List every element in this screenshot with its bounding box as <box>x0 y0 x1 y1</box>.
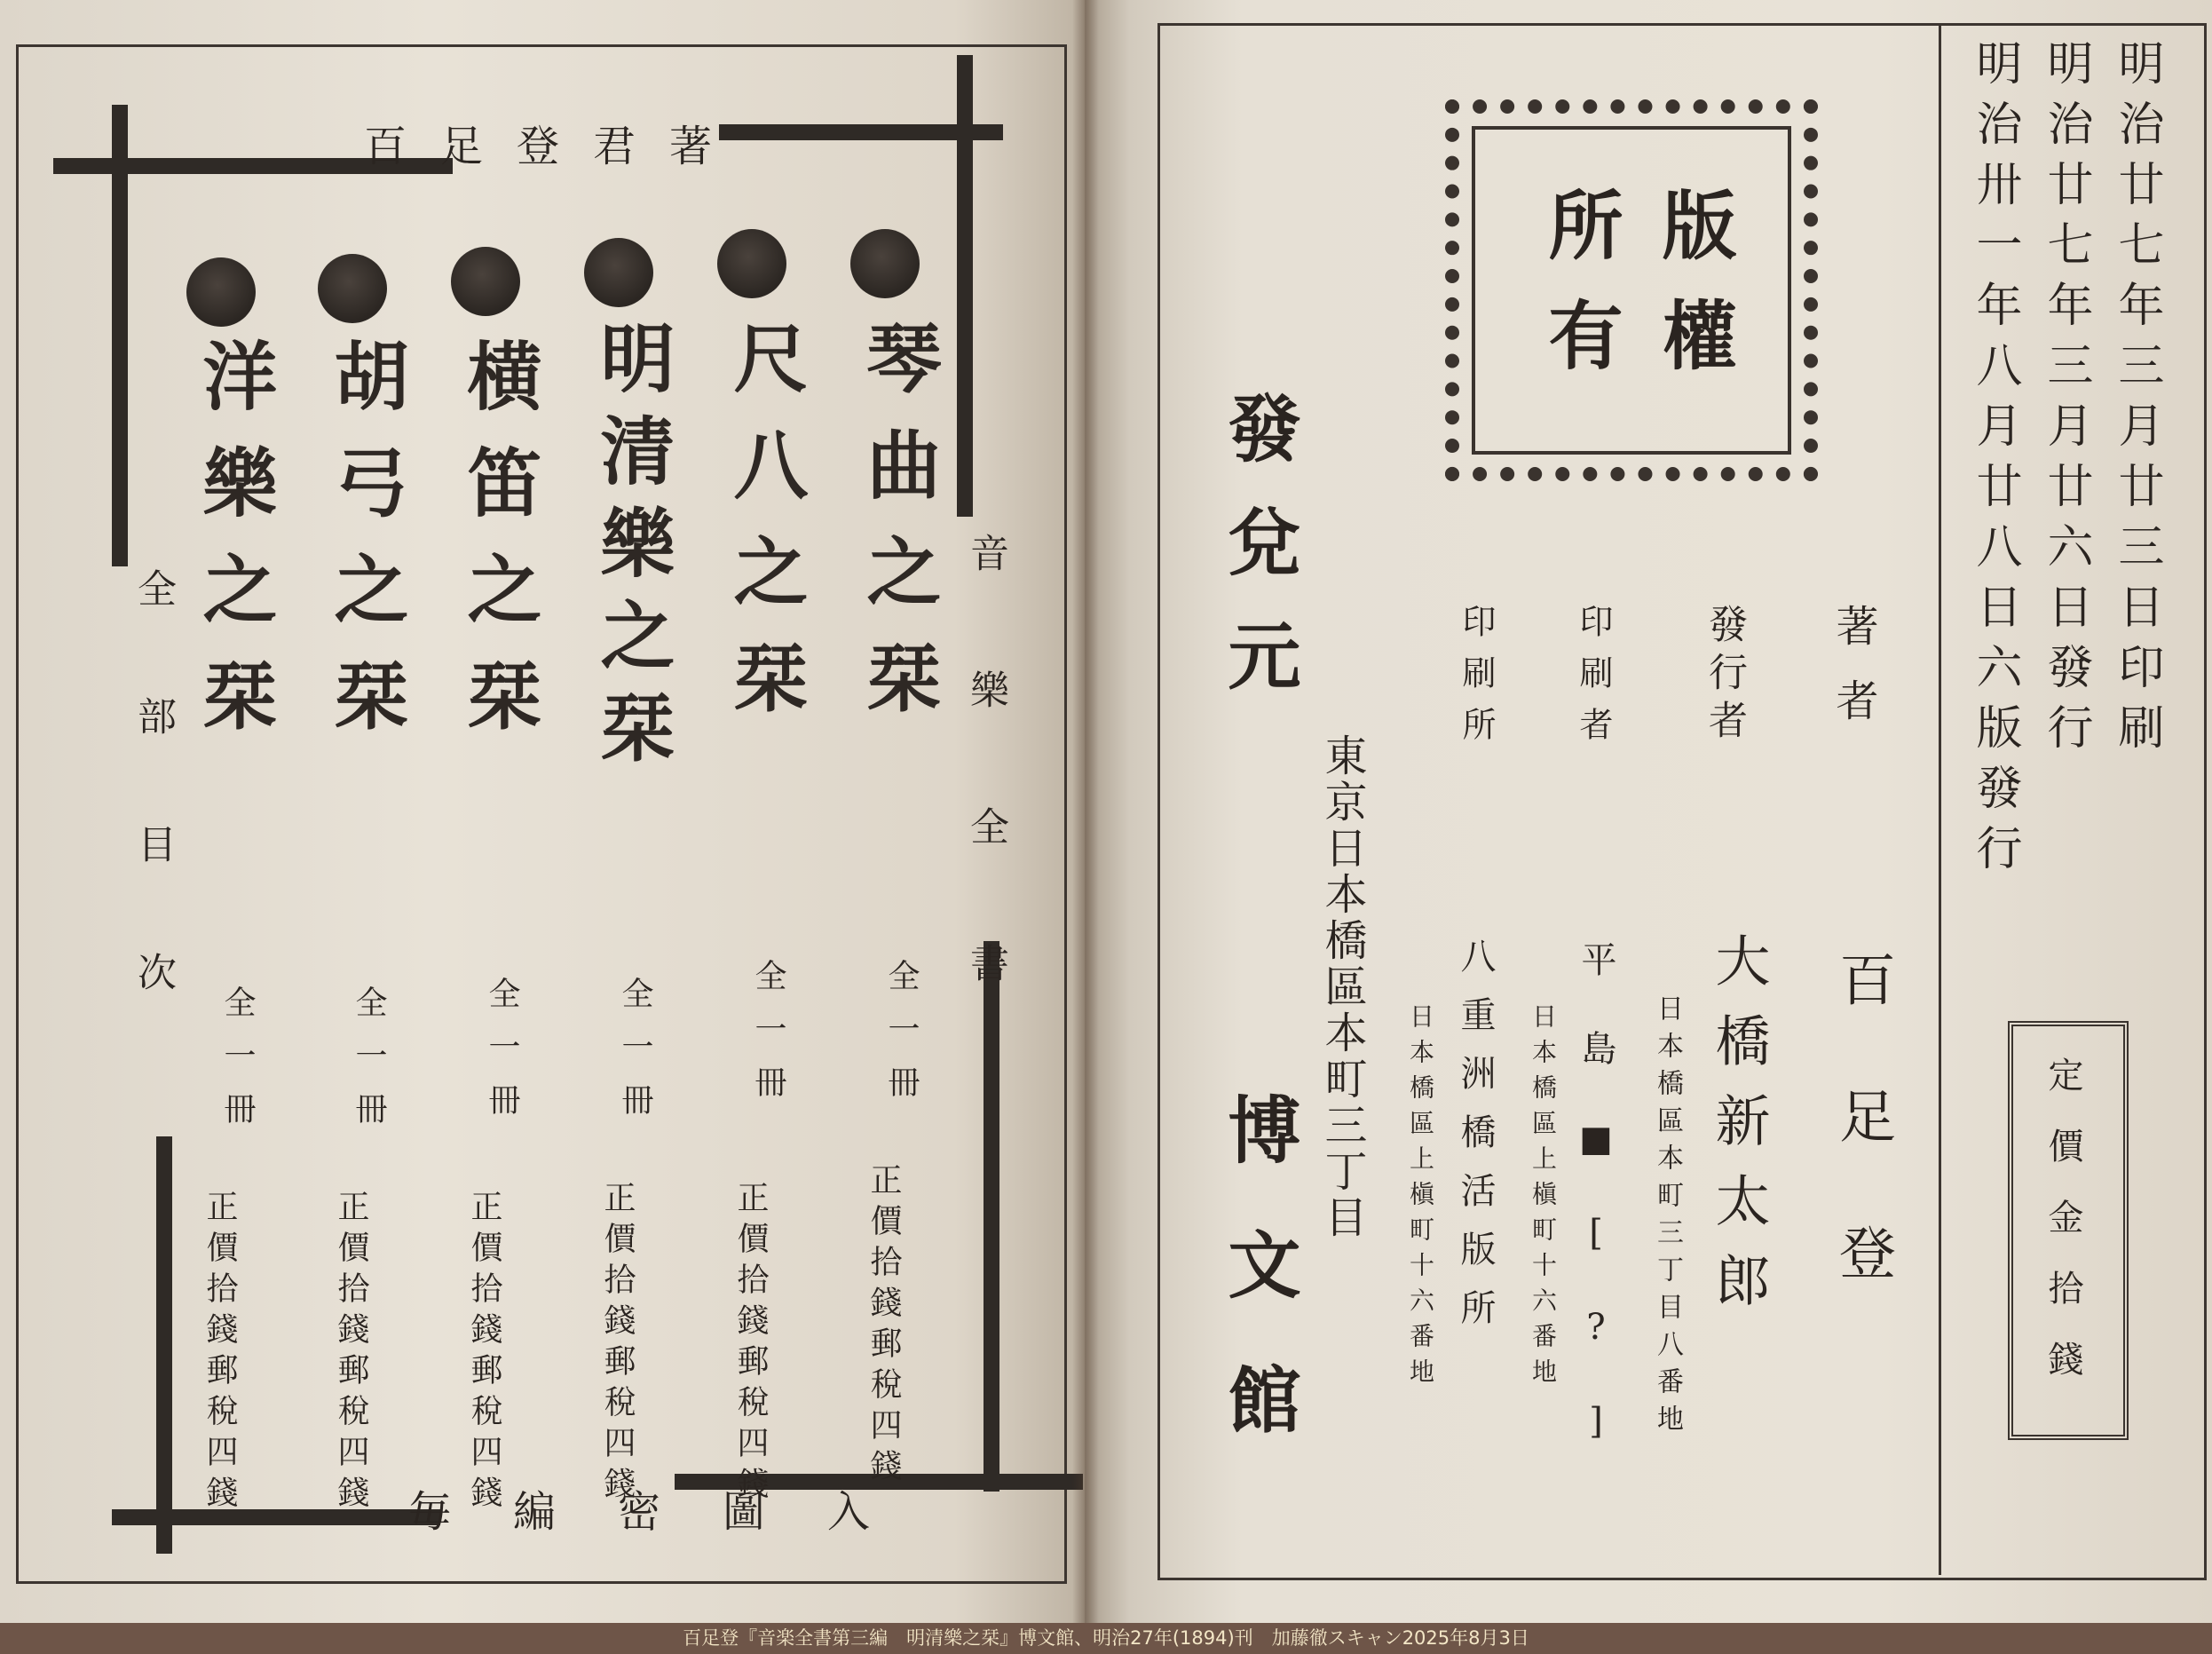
frame-bar <box>156 1136 172 1554</box>
book-price: 正價拾錢郵稅四錢 <box>466 1190 502 1516</box>
credit-address: 日本橋區上槇町十六番地 <box>1529 1003 1558 1394</box>
copyright-line-2: 所有 <box>1537 186 1624 407</box>
credit-name: 百足登 <box>1829 950 1895 1360</box>
credit-address: 日本橋區本町三丁目八番地 <box>1652 994 1683 1442</box>
copyright-line-1: 版權 <box>1650 186 1738 407</box>
book-title: 琴曲之栞 <box>855 320 943 746</box>
print-date: 明治廿七年三月廿三日印刷 <box>2110 39 2163 764</box>
bullet-dot <box>850 229 920 298</box>
price-box-text: 定價金拾錢 <box>2042 1057 2083 1412</box>
complete-label: 全部目次 <box>130 568 176 1080</box>
bullet-dot <box>451 247 520 316</box>
publisher-label: 發兌元 <box>1216 391 1301 732</box>
series-title: 音樂全書 <box>963 533 1008 1080</box>
bullet-dot <box>318 254 387 323</box>
book-price: 正價拾錢郵稅四錢 <box>865 1163 902 1490</box>
left-page <box>0 0 1085 1623</box>
publisher-name: 博文館 <box>1216 1092 1301 1497</box>
column-divider <box>1939 23 1941 1575</box>
book-gutter <box>1072 0 1099 1623</box>
book-title: 尺八之栞 <box>722 320 810 746</box>
book-price: 正價拾錢郵稅四錢 <box>732 1181 769 1508</box>
book-title: 洋樂之栞 <box>191 337 279 764</box>
credit-role: 發行者 <box>1702 604 1747 748</box>
credit-role: 著者 <box>1829 604 1878 753</box>
book-volume: 全一冊 <box>617 977 653 1136</box>
book-volume: 全一冊 <box>351 985 387 1145</box>
credit-address: 日本橋區上槇町十六番地 <box>1406 1003 1435 1394</box>
book-price: 正價拾錢郵稅四錢 <box>333 1190 369 1516</box>
frame-bar <box>957 55 973 517</box>
publisher-address: 東京日本橋區本町三丁目 <box>1317 733 1367 1241</box>
bullet-dot <box>584 238 653 307</box>
book-volume: 全一冊 <box>883 959 920 1119</box>
credit-name: 平島■[?] <box>1576 941 1616 1495</box>
book-title: 横笛之栞 <box>455 337 543 764</box>
book-volume: 全一冊 <box>484 977 520 1136</box>
book-volume: 全一冊 <box>750 959 786 1119</box>
book-title: 胡弓之栞 <box>322 337 410 764</box>
credit-name: 八重洲橋活版所 <box>1455 938 1496 1348</box>
credit-name: 大橋新太郎 <box>1706 932 1771 1332</box>
scan-caption: 百足登『音楽全書第三編 明清樂之栞』博文館、明治27年(1894)刊 加藤徹スキャン2025年8月3日 <box>0 1623 2212 1654</box>
frame-bar <box>112 105 128 566</box>
author-line: 百足登君著 <box>364 122 747 171</box>
reissue-date: 明治卅一年八月廿八日六版發行 <box>1968 39 2021 884</box>
bullet-dot <box>186 257 256 327</box>
credit-role: 印刷者 <box>1574 604 1613 758</box>
book-price: 正價拾錢郵稅四錢 <box>201 1190 238 1516</box>
bottom-line: 毎編密圖入 <box>408 1487 933 1537</box>
bullet-dot <box>717 229 786 298</box>
book-price: 正價拾錢郵稅四錢 <box>599 1181 636 1508</box>
book-title: 明清樂之栞 <box>589 320 676 781</box>
book-volume: 全一冊 <box>219 985 256 1145</box>
credit-role: 印刷所 <box>1457 604 1496 758</box>
issue-date: 明治廿七年三月廿六日發行 <box>2039 39 2092 764</box>
